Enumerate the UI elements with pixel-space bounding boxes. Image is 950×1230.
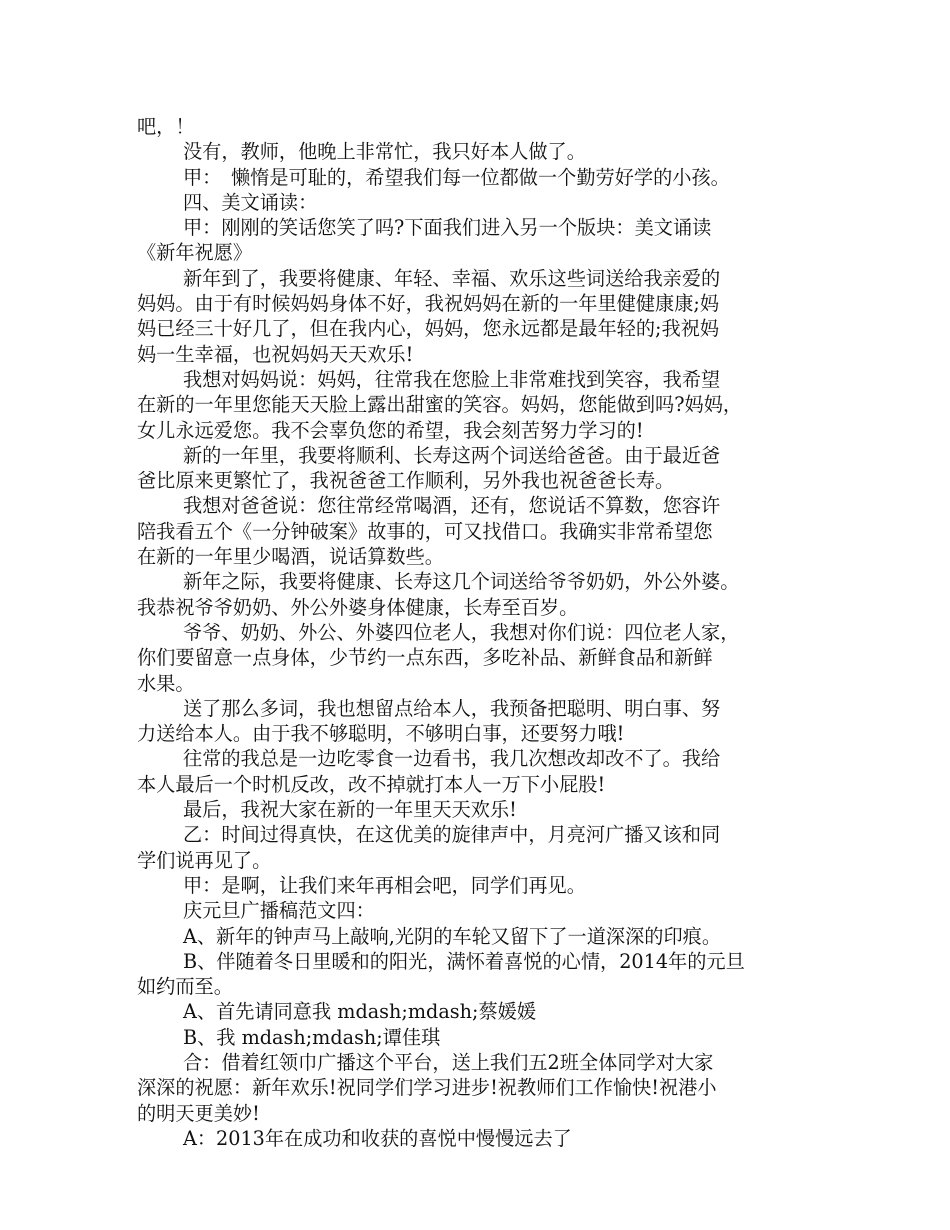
text-line: A、新年的钟声马上敲响,光阴的车轮又留下了一道深深的印痕。 [183,924,722,948]
document-body [137,114,817,1151]
text-line: 力送给本人。由于我不够聪明，不够明白事，还要努力哦! [137,722,625,746]
text-line: 我想对妈妈说：妈妈，往常我在您脸上非常难找到笑容，我希望 [183,367,721,391]
text-line: 深深的祝愿：新年欢乐!祝同学们学习进步!祝教师们工作愉快!祝港小 [137,1076,717,1100]
section-heading: 庆元旦广播稿范文四： [183,899,375,923]
text-line: B、我 mdash;mdash;谭佳琪 [183,1025,441,1049]
text-line: 甲：是啊，让我们来年再相会吧，同学们再见。 [183,873,586,897]
text-line: 乙：时间过得真快，在这优美的旋律声中，月亮河广播又该和同 [183,823,721,847]
text-line: 学们说再见了。 [137,848,272,872]
text-line: 甲：刚刚的笑话您笑了吗?下面我们进入另一个版块：美文诵读 [183,216,712,240]
text-line: 水果。 [137,671,195,695]
text-line: 妈一生幸福，也祝妈妈天天欢乐! [137,342,414,366]
text-line: 吧，！ [137,115,195,138]
text-line: 合：借着红领巾广播这个平台，送上我们五2班全体同学对大家 [183,1050,714,1074]
text-line: 爷爷、奶奶、外公、外婆四位老人，我想对你们说：四位老人家， [183,620,740,644]
text-line: 甲： 懒惰是可耻的，希望我们每一位都做一个勤劳好学的小孩。 [183,165,730,189]
text-line: 《新年祝愿》 [137,241,253,265]
text-line: 妈妈。由于有时候妈妈身体不好，我祝妈妈在新的一年里健健康康;妈 [137,292,720,316]
text-line: A：2013年在成功和收获的喜悦中慢慢远去了 [183,1126,572,1150]
text-line: 往常的我总是一边吃零食一边看书，我几次想改却改不了。我给 [183,747,721,771]
text-line: 在新的一年里少喝酒，说话算数些。 [137,545,444,569]
text-line: 新年到了，我要将健康、年轻、幸福、欢乐这些词送给我亲爱的 [183,266,721,290]
text-line: 送了那么多词，我也想留点给本人，我预备把聪明、明白事、努 [183,696,721,720]
text-line: 我想对爸爸说：您往常经常喝酒，还有，您说话不算数，您容许 [183,494,721,518]
text-line: B、伴随着冬日里暖和的阳光，满怀着喜悦的心情，2014年的元旦 [183,949,745,973]
text-line: 妈已经三十好几了，但在我内心，妈妈，您永远都是最年轻的;我祝妈 [137,317,720,341]
text-line: 你们要留意一点身体，少节约一点东西，多吃补品、新鲜食品和新鲜 [137,646,713,670]
text-line: 陪我看五个《一分钟破案》故事的，可又找借口。我确实非常希望您 [137,519,713,543]
text-line: 爸比原来更繁忙了，我祝爸爸工作顺利，另外我也祝爸爸长寿。 [137,469,675,493]
text-line: 新的一年里，我要将顺利、长寿这两个词送给爸爸。由于最近爸 [183,443,721,467]
section-heading: 四、美文诵读： [183,190,318,214]
text-line: 没有，教师，他晚上非常忙，我只好本人做了。 [183,140,586,164]
text-line: 新年之际，我要将健康、长寿这几个词送给爷爷奶奶，外公外婆。 [183,570,740,594]
text-line: 最后，我祝大家在新的一年里天天欢乐! [183,798,517,822]
text-line: 本人最后一个时机反改，改不掉就打本人一万下小屁股! [137,772,606,796]
text-line: A、首先请同意我 mdash;mdash;蔡媛媛 [183,1000,537,1024]
text-line: 女儿永远爱您。我不会辜负您的希望，我会刻苦努力学习的! [137,418,644,442]
text-line: 在新的一年里您能天天脸上露出甜蜜的笑容。妈妈，您能做到吗?妈妈， [137,393,743,417]
text-line: 我恭祝爷爷奶奶、外公外婆身体健康，长寿至百岁。 [137,595,579,619]
text-line: 的明天更美妙! [137,1101,260,1125]
text-line: 如约而至。 [137,975,233,999]
